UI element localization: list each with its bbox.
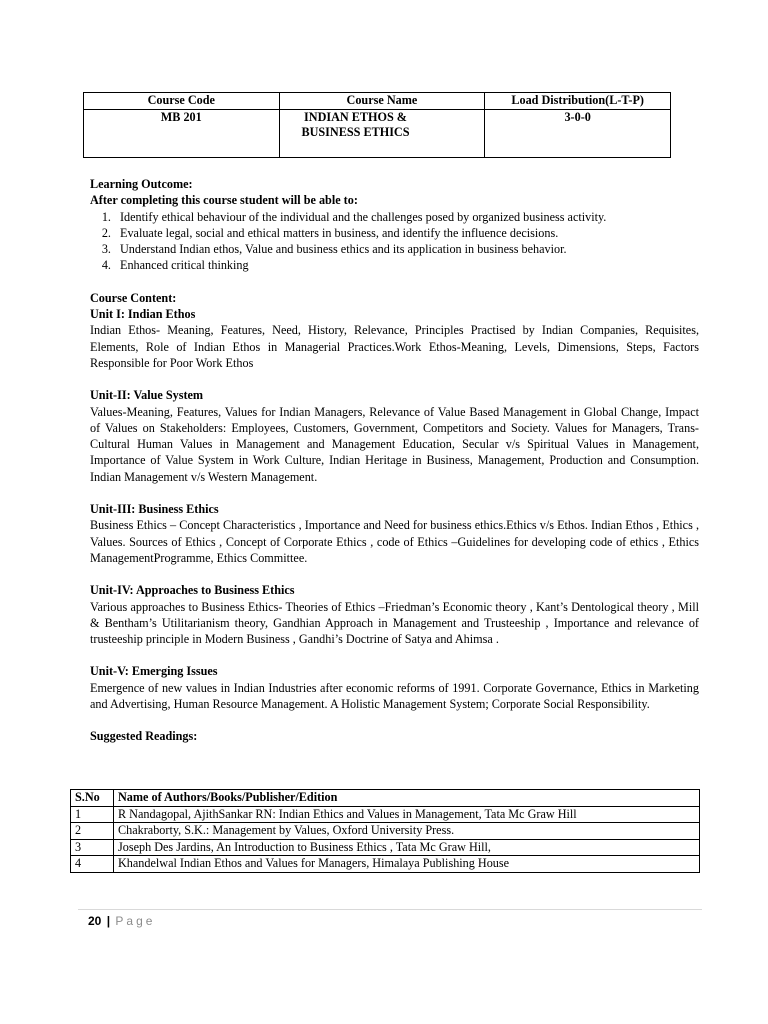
course-name: INDIAN ETHOS & BUSINESS ETHICS (301, 109, 410, 139)
unit-body: Indian Ethos- Meaning, Features, Need, History, Relevance, Principles Practised by Indian Companies, Requisites, Elements, Role of Indian Ethos in Managerial Practices.Work Ethos-Meaning, Levels, Dimensions, Steps, Factors Responsible for Poor Work Ethos (90, 323, 699, 370)
course-name-cell (279, 109, 485, 157)
header-course-code: Course Code (84, 93, 280, 110)
list-item: 4. Enhanced critical thinking (114, 257, 699, 273)
unit-title: Unit-III: Business Ethics (90, 502, 219, 517)
reading-entry: Chakraborty, S.K.: Management by Values, Oxford University Press. (114, 823, 700, 840)
footer-divider (78, 909, 702, 910)
suggested-readings-heading: Suggested Readings: (90, 729, 198, 744)
course-table-header-row (84, 93, 671, 110)
learning-outcome-list (90, 209, 699, 274)
unit-body: Values-Meaning, Features, Values for Indian Managers, Relevance of Value Based Management in Global Change, Impact of Values on Stakeholders: Employees, Customers, Government, Competitors and Society. Values for Managers, Trans-Cultural Human Values in Management and Management Education, Secular v/s Spiritual Values in Management, Importance of Value System in Work Culture, Indian Heritage in Business, Management, Production and Consumption. Indian Management v/s Western Management. (90, 404, 699, 484)
course-content-heading: Course Content: (90, 290, 177, 305)
page-number: 20 (88, 914, 102, 928)
header-name: Name of Authors/Books/Publisher/Edition (114, 790, 700, 807)
unit-body: Emergence of new values in Indian Industries after economic reforms of 1991. Corporate Governance, Ethics in Marketing and Advertising, Human Resource Management. A Holistic Management System; Corporate Social Responsibility. (90, 680, 699, 712)
reading-sno: 2 (71, 823, 114, 840)
page-label: Page (115, 914, 156, 928)
list-item: 1. Identify ethical behaviour of the individual and the challenges posed by organized business activity. (114, 209, 699, 225)
reading-sno: 4 (71, 856, 114, 873)
course-code: MB 201 (84, 109, 280, 157)
header-load-distribution: Load Distribution(L-T-P) (485, 93, 671, 110)
list-item: 3. Understand Indian ethos, Value and business ethics and its application in business behavior. (114, 241, 699, 257)
course-table (83, 92, 671, 158)
unit-title: Unit I: Indian Ethos (90, 307, 196, 322)
table-row (71, 856, 700, 873)
unit-title: Unit-IV: Approaches to Business Ethics (90, 583, 295, 598)
reading-entry: R Nandagopal, AjithSankar RN: Indian Ethics and Values in Management, Tata Mc Graw Hill (114, 806, 700, 823)
readings-header-row (71, 790, 700, 807)
learning-outcome-heading: Learning Outcome: (90, 177, 193, 191)
unit-body: Various approaches to Business Ethics- Theories of Ethics –Friedman’s Economic theory , Kant’s Dentological theory , Mill & Bentham’s Utilitarianism theory, Gandhian Approach in Management and Trusteeship , Importance and relevance of trusteeship principle in Modern Business , Gandhi’s Doctrine of Satya and Ahimsa . (90, 599, 699, 647)
learning-outcome-intro: After completing this course student will be able to: (90, 193, 358, 208)
main-content (90, 176, 699, 745)
reading-sno: 1 (71, 806, 114, 823)
footer-separator: | (106, 914, 111, 928)
table-row (71, 823, 700, 840)
reading-entry: Khandelwal Indian Ethos and Values for Managers, Himalaya Publishing House (114, 856, 700, 873)
unit-title: Unit-V: Emerging Issues (90, 664, 218, 679)
reading-entry: Joseph Des Jardins, An Introduction to Business Ethics , Tata Mc Graw Hill, (114, 839, 700, 856)
table-row (71, 806, 700, 823)
page-footer (88, 913, 155, 929)
table-row (71, 839, 700, 856)
unit-body: Business Ethics – Concept Characteristics , Importance and Need for business ethics.Ethics v/s Ethos. Indian Ethos , Ethics , Values. Sources of Ethics , Concept of Corporate Ethics , code of Ethics –Guidelines for developing code of ethics , Ethics ManagementProgramme, Ethics Committee. (90, 518, 699, 565)
reading-sno: 3 (71, 839, 114, 856)
readings-table (70, 789, 700, 873)
course-table-row (84, 109, 671, 157)
list-item: 2. Evaluate legal, social and ethical matters in business, and identify the influence decisions. (114, 225, 699, 241)
header-course-name: Course Name (279, 93, 485, 110)
load-distribution: 3-0-0 (485, 109, 671, 157)
unit-title: Unit-II: Value System (90, 388, 204, 403)
header-sno: S.No (71, 790, 114, 807)
